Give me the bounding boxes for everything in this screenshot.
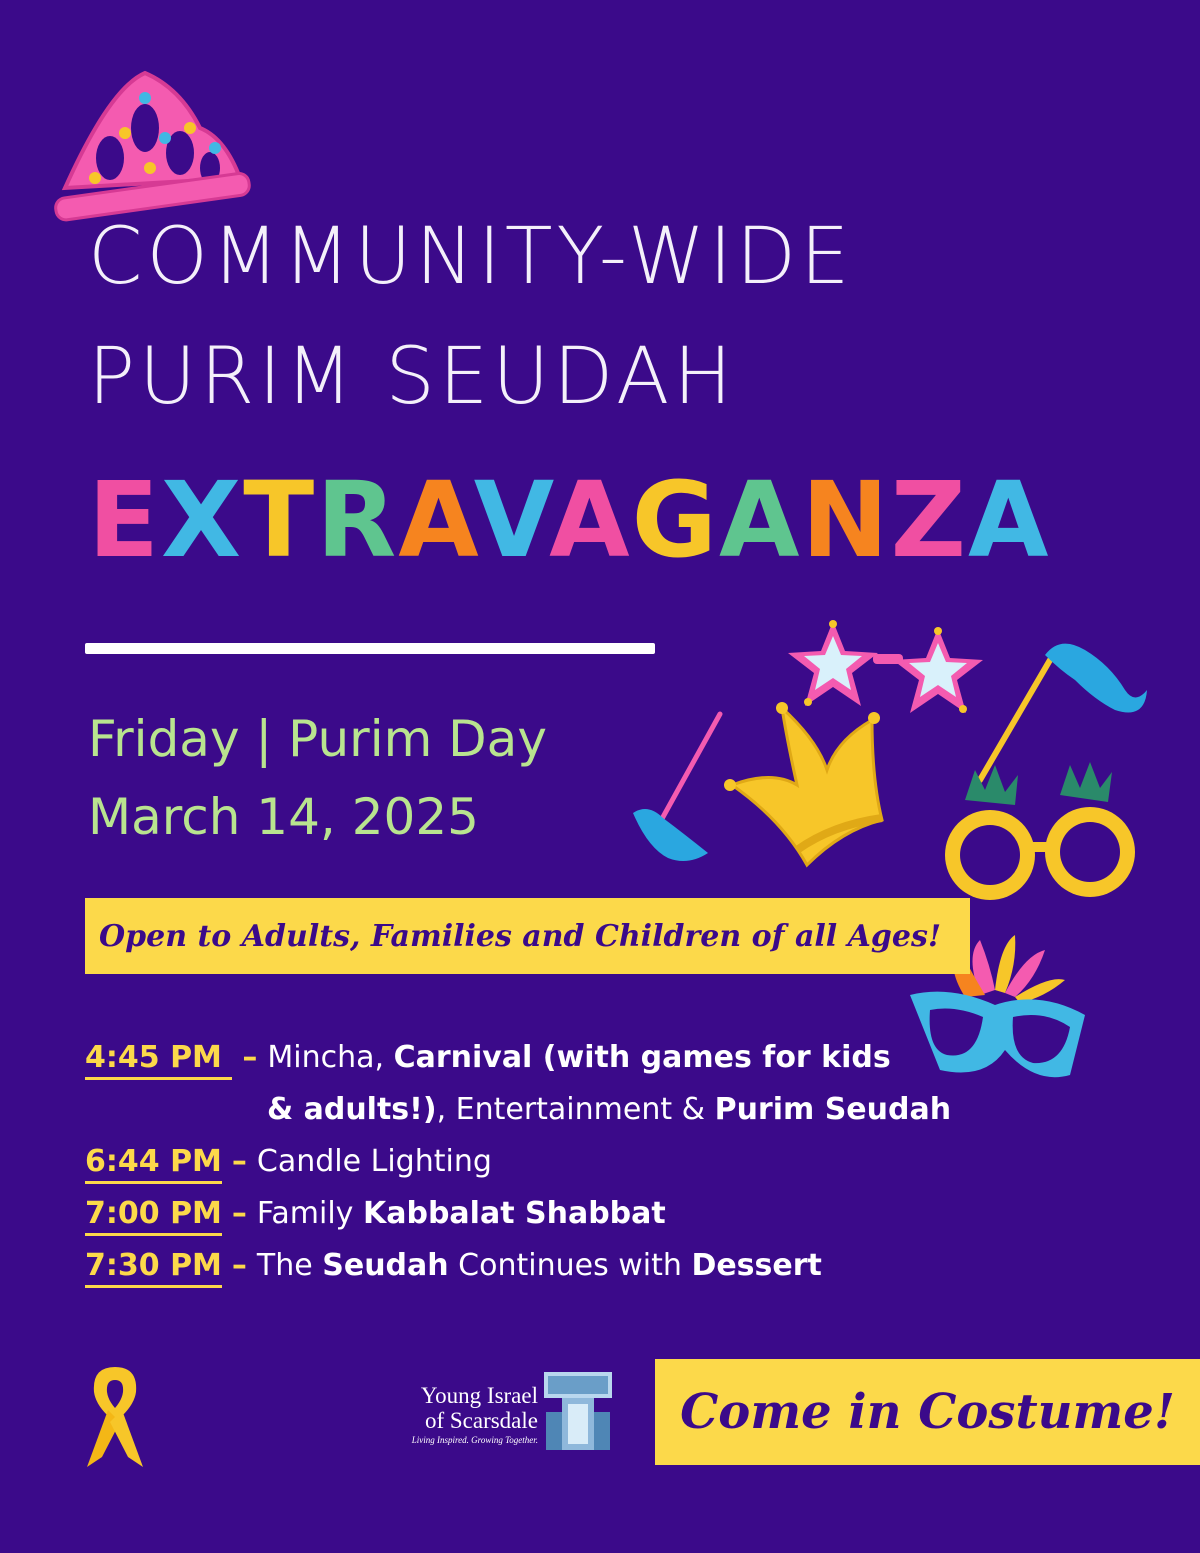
schedule-time-1: 4:45 PM	[85, 1040, 232, 1080]
extra-letter: A	[719, 459, 802, 581]
extra-letter: N	[801, 459, 891, 581]
title-line-1: COMMUNITY-WIDE	[88, 212, 854, 302]
extra-letter: T	[243, 459, 317, 581]
logo-line-1: Young Israel	[420, 1383, 538, 1408]
schedule-dash-2: –	[231, 1144, 247, 1179]
schedule-row-4	[85, 1248, 822, 1283]
date-line-2: March 14, 2025	[88, 788, 479, 846]
schedule-bold: Seudah	[322, 1248, 449, 1283]
extra-letter: G	[631, 459, 720, 581]
pink-mask-stick-icon	[628, 708, 733, 868]
schedule-row-3	[85, 1196, 666, 1231]
pineapple-glasses-icon	[940, 760, 1145, 905]
title-extravaganza	[88, 459, 1051, 581]
logo-tagline: Living Inspired. Growing Together.	[411, 1435, 538, 1445]
schedule-bold: Purim Seudah	[714, 1092, 952, 1127]
schedule-bold: & adults!)	[267, 1092, 437, 1127]
schedule-row-2	[85, 1144, 492, 1179]
date-line-1: Friday | Purim Day	[88, 710, 547, 768]
schedule-dash-3: –	[231, 1196, 247, 1231]
yellow-ribbon-icon	[82, 1362, 148, 1472]
schedule-time-4: 7:30 PM	[85, 1248, 222, 1288]
schedule-bold: Carnival (with games for kids	[393, 1040, 891, 1075]
schedule-time-2: 6:44 PM	[85, 1144, 222, 1184]
audience-banner-text: Open to Adults, Families and Children of all Ages!	[99, 918, 942, 954]
schedule-text: Mincha,	[267, 1040, 394, 1075]
schedule-text: Continues with	[448, 1248, 692, 1283]
divider	[85, 643, 655, 654]
schedule-time-3: 7:00 PM	[85, 1196, 222, 1236]
synagogue-logo-icon	[540, 1368, 616, 1452]
extra-letter: Z	[890, 459, 968, 581]
schedule-row-1-cont	[267, 1092, 952, 1127]
extra-letter: A	[968, 459, 1051, 581]
crown-icon	[722, 700, 892, 870]
extra-letter: A	[398, 459, 474, 581]
extra-letter: R	[316, 459, 399, 581]
schedule-dash-4: –	[231, 1248, 247, 1283]
extra-letter: X	[161, 459, 244, 581]
audience-banner	[85, 898, 970, 974]
schedule-dash-1: –	[242, 1040, 258, 1075]
extra-letter: E	[88, 459, 162, 581]
logo-text	[355, 1384, 538, 1445]
title-line-2: PURIM SEUDAH	[88, 332, 737, 422]
logo-line-2: of Scarsdale	[424, 1408, 538, 1433]
schedule-text: The	[256, 1248, 323, 1283]
tiara-icon	[50, 68, 255, 228]
schedule-bold: Kabbalat Shabbat	[362, 1196, 666, 1231]
schedule-bold: Dessert	[691, 1248, 822, 1283]
extra-letter: A	[549, 459, 632, 581]
schedule-text: , Entertainment &	[436, 1092, 715, 1127]
extra-letter: V	[473, 459, 550, 581]
costume-banner	[655, 1359, 1200, 1465]
costume-banner-text: Come in Costume!	[680, 1384, 1175, 1440]
schedule-row-1	[85, 1040, 891, 1075]
schedule-text: Family	[256, 1196, 363, 1231]
schedule-text: Candle Lighting	[256, 1144, 492, 1179]
